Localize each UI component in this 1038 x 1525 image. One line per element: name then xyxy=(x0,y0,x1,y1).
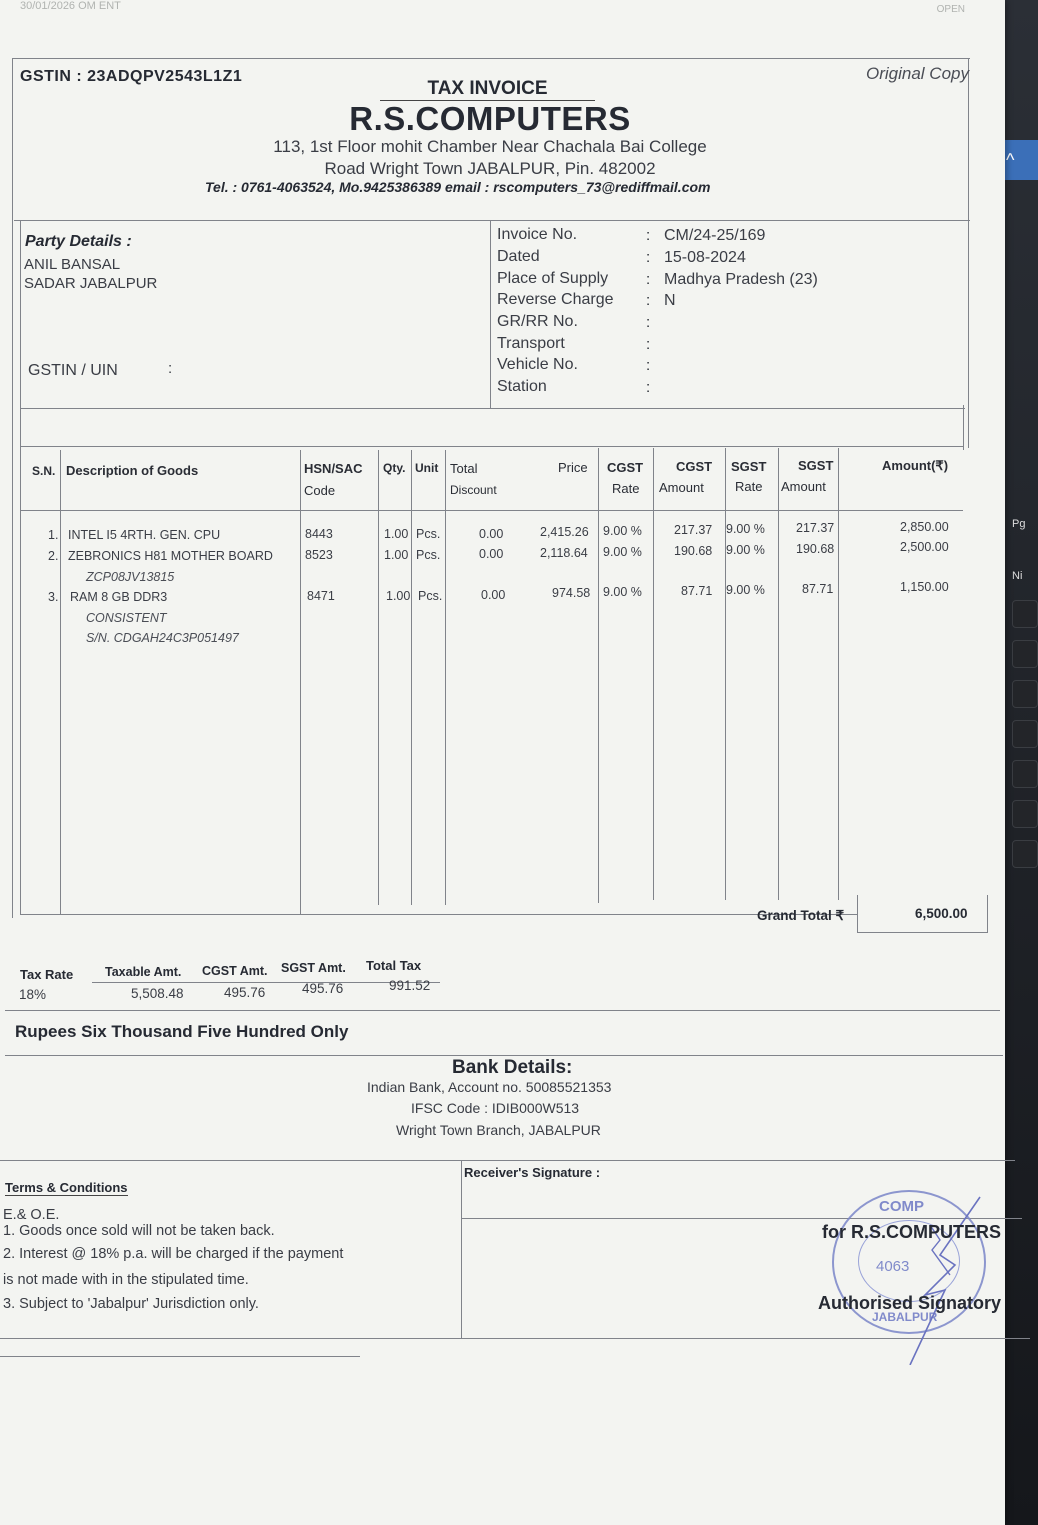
footer-top xyxy=(0,1160,1015,1161)
place-of-supply-value: Madhya Pradesh (23) xyxy=(664,271,818,288)
row1-sgst-rate: 9.00 % xyxy=(726,522,765,536)
footer-divider xyxy=(461,1160,462,1338)
row1-sgst-amt: 217.37 xyxy=(796,521,835,535)
th-qty: Qty. xyxy=(383,461,406,475)
footer-bottom-2 xyxy=(0,1356,360,1357)
dated-label: Dated xyxy=(497,248,540,265)
gstin-label: GSTIN xyxy=(20,68,72,85)
bank-heading: Bank Details: xyxy=(452,1057,573,1078)
words-top xyxy=(5,1010,1000,1011)
col-divider xyxy=(411,450,412,905)
bank-line-2: IFSC Code : IDIB000W513 xyxy=(411,1100,580,1116)
doc-title: TAX INVOICE xyxy=(380,78,595,101)
keyboard-key xyxy=(1012,840,1038,868)
stamp-text-top: COMP xyxy=(879,1198,924,1215)
party-gstin-label: GSTIN / UIN xyxy=(28,362,118,379)
row3-disc: 0.00 xyxy=(481,588,506,602)
row2-disc: 0.00 xyxy=(479,547,504,561)
sum-cgst-h: CGST Amt. xyxy=(202,964,268,978)
row2-sn: 2. xyxy=(48,549,59,563)
sum-total: 991.52 xyxy=(389,978,431,993)
reverse-charge-value: N xyxy=(664,292,676,309)
colon: : xyxy=(646,271,651,288)
th-sgst-rate: SGST xyxy=(731,459,767,474)
row3-cgst-rate: 9.00 % xyxy=(603,585,642,599)
sum-sgst-h: SGST Amt. xyxy=(281,961,346,975)
th-sgst-amt: SGST xyxy=(798,458,834,473)
keyboard-key xyxy=(1012,640,1038,668)
contact-line: Tel. : 0761-4063524, Mo.9425386389 email : rscomputers_73@rediffmail.com xyxy=(205,179,711,195)
sum-tax-rate-h: Tax Rate xyxy=(20,967,74,982)
inner-left xyxy=(20,220,21,915)
row2-qty: 1.00 xyxy=(384,548,409,562)
colon: : xyxy=(646,249,651,266)
party-bottom xyxy=(20,408,965,409)
party-gstin-colon: : xyxy=(168,360,173,377)
sum-cgst: 495.76 xyxy=(224,985,266,1000)
frame-left xyxy=(12,58,13,918)
party-place: SADAR JABALPUR xyxy=(24,275,158,292)
row2-unit: Pcs. xyxy=(416,548,441,562)
stamp-text-mid: 4063 xyxy=(876,1258,910,1275)
row2-sgst-rate: 9.00 % xyxy=(726,543,765,557)
sum-taxable-h: Taxable Amt. xyxy=(105,965,182,979)
table-bottom xyxy=(20,914,858,915)
for-company: for R.S.COMPUTERS xyxy=(822,1222,1002,1242)
frame-top xyxy=(12,58,970,59)
th-cgst-rate: CGST xyxy=(607,460,644,475)
th-total: Total xyxy=(450,461,478,476)
place-of-supply-label: Place of Supply xyxy=(497,270,609,287)
invoice-no-label: Invoice No. xyxy=(497,226,578,243)
row1-sn: 1. xyxy=(48,528,59,542)
top-strip-right-text: OPEN xyxy=(936,4,965,15)
row2-desc: ZEBRONICS H81 MOTHER BOARD xyxy=(68,549,273,563)
words-bottom xyxy=(5,1055,1003,1056)
row2-price: 2,118.64 xyxy=(540,546,588,560)
row3-note: CONSISTENT xyxy=(86,611,167,625)
header-divider xyxy=(14,220,970,221)
row3-amount: 1,150.00 xyxy=(900,580,949,594)
total-box-left xyxy=(857,895,858,933)
terms-line-3: 2. Interest @ 18% p.a. will be charged if the payment xyxy=(3,1246,344,1262)
total-box-right xyxy=(987,895,988,933)
row2-cgst-amt: 190.68 xyxy=(674,544,713,558)
colon: : xyxy=(646,336,651,353)
row3-sn: 3. xyxy=(48,590,59,604)
authorised-signatory: Authorised Signatory xyxy=(818,1293,1002,1313)
row1-amount: 2,850.00 xyxy=(900,520,949,534)
company-name: R.S.COMPUTERS xyxy=(349,100,631,137)
th-hsn-code: Code xyxy=(304,483,336,498)
row1-disc: 0.00 xyxy=(479,527,504,541)
amount-in-words: Rupees Six Thousand Five Hundred Only xyxy=(15,1022,349,1041)
row3-qty: 1.00 xyxy=(386,589,411,603)
sum-sgst: 495.76 xyxy=(302,981,344,996)
party-heading: Party Details : xyxy=(25,233,132,250)
total-box-bottom xyxy=(857,932,987,933)
row1-unit: Pcs. xyxy=(416,527,441,541)
th-cgst-amt-2: Amount xyxy=(659,480,704,495)
row3-sgst-amt: 87.71 xyxy=(802,582,834,596)
row1-cgst-amt: 217.37 xyxy=(674,523,713,537)
th-cgst-rate-2: Rate xyxy=(612,481,640,496)
colon: : xyxy=(646,314,651,331)
th-cgst-amt: CGST xyxy=(676,459,713,474)
col-divider xyxy=(60,450,61,915)
row1-hsn: 8443 xyxy=(305,527,333,541)
address-line-1: 113, 1st Floor mohit Chamber Near Chachala Bai College xyxy=(273,137,707,156)
gstin: GSTIN : 23ADQPV2543L1Z1 xyxy=(20,68,243,85)
vehicle-no-label: Vehicle No. xyxy=(497,356,578,373)
col-divider xyxy=(300,450,301,915)
row1-price: 2,415.26 xyxy=(540,525,589,539)
th-hsn: HSN/SAC xyxy=(304,461,363,476)
footer-bottom xyxy=(0,1338,1030,1339)
th-sn: S.N. xyxy=(32,464,56,478)
row2-hsn: 8523 xyxy=(305,548,333,562)
row1-qty: 1.00 xyxy=(384,527,409,541)
terms-line-4: is not made with in the stipulated time. xyxy=(3,1272,249,1288)
keyboard-key xyxy=(1012,760,1038,788)
party-name: ANIL BANSAL xyxy=(24,256,121,273)
station-label: Station xyxy=(497,378,547,395)
terms-heading: Terms & Conditions xyxy=(5,1180,128,1195)
keyboard-key xyxy=(1012,800,1038,828)
transport-label: Transport xyxy=(497,335,565,352)
colon: : xyxy=(646,292,651,309)
row2-cgst-rate: 9.00 % xyxy=(603,545,642,559)
handwritten-signature xyxy=(880,1195,990,1365)
th-unit: Unit xyxy=(415,461,439,475)
row2-sgst-amt: 190.68 xyxy=(796,542,835,556)
terms-line-5: 3. Subject to 'Jabalpur' Jurisdiction only. xyxy=(3,1296,259,1312)
row1-desc: INTEL I5 4RTH. GEN. CPU xyxy=(68,528,221,542)
row3-sgst-rate: 9.00 % xyxy=(726,583,765,597)
th-discount: Discount xyxy=(450,483,497,497)
address-line-2: Road Wright Town JABALPUR, Pin. 482002 xyxy=(324,159,656,178)
col-divider xyxy=(378,450,379,905)
th-price: Price xyxy=(558,460,588,475)
th-sgst-rate-2: Rate xyxy=(735,479,763,494)
keyboard-key xyxy=(1012,720,1038,748)
col-divider xyxy=(778,448,779,900)
keyboard-key xyxy=(1012,600,1038,628)
table-header-top xyxy=(20,446,963,447)
side-label-ni: Ni xyxy=(1012,570,1023,582)
sum-total-h: Total Tax xyxy=(366,958,422,973)
party-divider xyxy=(490,220,491,408)
row3-desc: RAM 8 GB DDR3 xyxy=(70,590,168,604)
bank-line-1: Indian Bank, Account no. 50085521353 xyxy=(367,1079,612,1095)
colon: : xyxy=(646,379,651,396)
top-strip-text: 30/01/2026 OM ENT xyxy=(20,0,121,12)
dated-value: 15-08-2024 xyxy=(664,249,746,266)
col-divider xyxy=(653,448,654,900)
copy-label: Original Copy xyxy=(866,64,969,83)
gr-rr-label: GR/RR No. xyxy=(497,313,578,330)
side-label-pg: Pg xyxy=(1012,518,1026,530)
grand-total-value: 6,500.00 xyxy=(915,906,968,921)
grand-total-label: Grand Total ₹ xyxy=(757,908,845,923)
colon: : xyxy=(646,227,651,244)
col-divider xyxy=(725,448,726,900)
th-amount: Amount(₹) xyxy=(882,458,949,473)
stamp-text-bottom: JABALPUR xyxy=(872,1310,938,1324)
row3-price: 974.58 xyxy=(552,586,591,600)
sum-taxable: 5,508.48 xyxy=(131,986,184,1001)
row3-unit: Pcs. xyxy=(418,589,443,603)
col-divider xyxy=(445,450,446,905)
row2-amount: 2,500.00 xyxy=(900,540,949,554)
caret-up-icon: ^ xyxy=(1006,150,1015,170)
screen-corner xyxy=(1000,140,1038,180)
gstin-value: 23ADQPV2543L1Z1 xyxy=(87,68,243,85)
invoice-no-value: CM/24-25/169 xyxy=(664,227,766,244)
inner-right xyxy=(963,405,964,450)
th-sgst-amt-2: Amount xyxy=(781,479,826,494)
row2-serial: ZCP08JV13815 xyxy=(86,570,175,584)
sum-underline xyxy=(92,982,440,983)
table-header-bottom xyxy=(20,510,963,511)
row3-serial: S/N. CDGAH24C3P051497 xyxy=(86,631,239,645)
row1-cgst-rate: 9.00 % xyxy=(603,524,642,538)
colon: : xyxy=(646,357,651,374)
col-divider xyxy=(598,448,599,903)
reverse-charge-label: Reverse Charge xyxy=(497,291,614,308)
frame-right xyxy=(968,58,969,448)
terms-line-2: 1. Goods once sold will not be taken back. xyxy=(3,1223,275,1239)
col-divider xyxy=(838,448,839,900)
row3-hsn: 8471 xyxy=(307,589,335,603)
sum-tax-rate: 18% xyxy=(19,987,47,1002)
receiver-signature-label: Receiver's Signature : xyxy=(464,1165,601,1180)
bank-line-3: Wright Town Branch, JABALPUR xyxy=(396,1122,601,1138)
keyboard-key xyxy=(1012,680,1038,708)
row3-cgst-amt: 87.71 xyxy=(681,584,713,598)
terms-line-1: E.& O.E. xyxy=(3,1207,60,1223)
th-desc: Description of Goods xyxy=(66,463,199,478)
